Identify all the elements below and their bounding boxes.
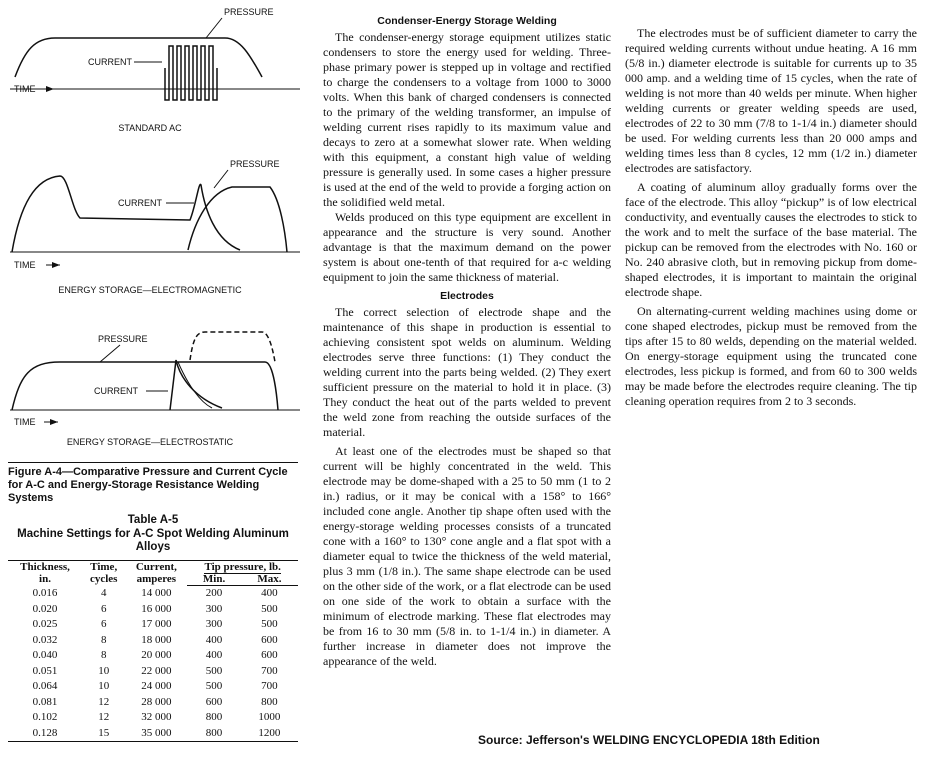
table-cell: 300: [205, 618, 223, 630]
table-cell: 20 000: [141, 649, 172, 661]
table-row: [8, 695, 298, 711]
table-cell: 400: [205, 633, 223, 646]
table-cell: 0.016: [32, 586, 58, 599]
es-time-label: TIME: [14, 417, 36, 427]
paragraph: A coating of aluminum alloy gradually forms over the face of the electrode. This alloy “pickup” is of low electrical conductivity, and eventually causes the electrodes to stick to the work and to melt the surface of the base material. The pickup can be removed from the electrodes with No. 160 or No. 240 abrasive cloth, but in removing pickup from dome-shaped electrodes, it is important to maintain the original electrode shape.: [625, 180, 917, 299]
table-cell: 28 000: [141, 695, 172, 708]
table-cell: 200: [205, 587, 223, 599]
ac-pressure-curve: [15, 38, 262, 77]
heading-electrodes: Electrodes: [440, 290, 494, 302]
em-current-label: CURRENT: [118, 198, 162, 208]
table-cell: 8: [100, 633, 107, 646]
ac-caption: STANDARD AC: [118, 123, 182, 133]
table-row: [8, 710, 298, 726]
table-row: [8, 679, 298, 695]
table-cell: 0.040: [32, 649, 58, 661]
table-cell: 6: [100, 618, 107, 630]
table-cell: 10: [98, 680, 110, 692]
header-max: Max.: [241, 573, 298, 586]
header-time: Time, cycles: [82, 561, 125, 586]
em-current-curve: [12, 176, 240, 252]
table-cell: 800: [187, 726, 240, 742]
table-row: [8, 617, 298, 633]
paragraph: Welds produced on this type equipment are excellent in appearance and the structure is very sound. Another advantage is that the maximum demand on the power system is about one-tenth of that required for a-c welding equipment to join the same thickness of material.: [323, 210, 611, 284]
table-cell: 600: [261, 633, 278, 646]
figure-a4: [0, 0, 310, 460]
header-thickness: Thickness, in.: [8, 561, 82, 586]
paragraph: The electrodes must be of sufficient diameter to carry the required welding currents without undue heating. A 16 mm (5/8 in.) diameter electrode is suitable for currents up to 35 000 amp. and a welding time of 15 cycles, when the rate of welding is not more than 40 welds per minute. When higher welding currents or greater welding speeds are used, electrodes of 22 to 30 mm (7/8 to 1-1/4 in.) diameter should be used. For welding currents less than 20 000 amps and welding times less than 8 cycles, 12 mm (1/2 in.) diameter electrodes are satisfactory.: [625, 26, 917, 175]
paragraph: The correct selection of electrode shape and the maintenance of this shape in production is essential to achieving consistent spot welds on aluminum. Welding electrodes serve three functions: (1) They conduct the welding current into the parts being welded. (2) They exert sufficient pressure on the material to hold it in place. (3) They conduct the heat out of the parts welded to prevent the weld zone from reaching the outside surfaces of the material.: [323, 305, 611, 439]
table-body: [8, 586, 298, 742]
table-cell: 500: [261, 602, 278, 615]
table-cell: 15: [82, 726, 125, 742]
paragraph: On alternating-current welding machines using dome or cone shaped electrodes, pickup must be removed from the tips after 15 to 80 welds, depending on the material welded. On energy-storage equipment using the truncated cone electrodes, less pickup is formed, and from 60 to 300 welds may be made before the electrodes require cleaning. The tip cleaning operation requires from 2 to 3 seconds.: [625, 304, 917, 408]
table-cell: 14 000: [141, 586, 172, 599]
table-cell: 18 000: [141, 633, 172, 646]
table-cell: 500: [205, 680, 223, 692]
table-cell: 8: [100, 649, 107, 661]
table-cell: 35 000: [125, 726, 187, 742]
ac-pressure-label: PRESSURE: [224, 7, 274, 17]
table-cell: 0.025: [32, 618, 58, 630]
em-time-label: TIME: [14, 260, 36, 270]
ac-time-label: TIME: [14, 84, 36, 94]
table-cell: 16 000: [141, 602, 172, 615]
table-cell: 400: [205, 649, 223, 661]
table-row: [8, 633, 298, 649]
es-pressure-dashed: [190, 332, 275, 362]
table-cell: 700: [261, 680, 278, 692]
table-cell: 4: [100, 586, 107, 599]
table-cell: 17 000: [141, 618, 172, 630]
table-cell: 0.064: [32, 680, 58, 692]
table-cell: 32 000: [141, 711, 172, 723]
table-row: [8, 664, 298, 680]
table-cell: 0.081: [32, 695, 58, 708]
table-cell: 600: [205, 695, 223, 708]
header-tip-pressure: Tip pressure, lb.: [187, 561, 298, 574]
source-credit: Source: Jefferson's WELDING ENCYCLOPEDIA 18th Edition: [478, 733, 820, 747]
table-row: [8, 602, 298, 618]
table-row: [8, 726, 298, 742]
table-cell: 12: [98, 695, 110, 708]
table-cell: 10: [98, 664, 110, 677]
text-column-middle: [323, 14, 611, 669]
header-min: Min.: [187, 573, 240, 586]
es-current-curve: [170, 360, 222, 410]
table-cell: 400: [261, 587, 278, 599]
ac-current-wave: [165, 46, 217, 100]
table-cell: 800: [261, 695, 278, 708]
table-cell: 0.102: [32, 711, 58, 723]
pressure-current-diagrams: [0, 0, 310, 460]
em-pressure-label: PRESSURE: [230, 159, 280, 169]
table-cell: 0.128: [8, 726, 82, 742]
table-cell: 24 000: [141, 680, 172, 692]
table-cell: 22 000: [141, 664, 172, 677]
table-cell: 600: [261, 649, 278, 661]
em-caption: ENERGY STORAGE—ELECTROMAGNETIC: [58, 285, 242, 295]
paragraph: At least one of the electrodes must be shaped so that current will be highly concentrated in the weld. This electrode may be dome-shaped with a 25 to 50 mm (1 to 2 in.) radius, or it may be conical with a 158° to 166° included cone angle. Another tip shape often used with the energy-storage welding processes consists of a truncated cone with a 160° to 130° cone angle and a flat spot with a diameter equal to twice the thickness of the weld material, plus 3 mm (1/8 in.). The same shape electrode can be used on the other side of the work, or a flat electrode can be used on one side of the work to obtain a surface with the minimum of electrode marking. These flat electrodes may be from 16 to 30 mm (5/8 in. to 1-1/4 in.) in diameter. A further increase in diameter does not improve the appearance of the weld.: [323, 444, 611, 668]
table-description: Machine Settings for A-C Spot Welding Aluminum Alloys: [17, 527, 289, 553]
es-caption: ENERGY STORAGE—ELECTROSTATIC: [66, 437, 234, 447]
table-cell: 0.051: [32, 664, 58, 677]
es-current-label: CURRENT: [94, 386, 138, 396]
table-row: [8, 648, 298, 664]
heading-condenser: Condenser-Energy Storage Welding: [377, 15, 557, 27]
table-cell: 6: [100, 602, 107, 615]
table-cell: 500: [205, 664, 223, 677]
header-current: Current, amperes: [125, 561, 187, 586]
table-cell: 12: [98, 711, 110, 723]
machine-settings-table: [8, 560, 298, 742]
table-cell: 0.020: [32, 602, 58, 615]
es-pressure-label: PRESSURE: [98, 334, 148, 344]
table-cell: 1000: [258, 711, 281, 723]
text-column-right: [625, 26, 917, 409]
paragraph: The condenser-energy storage equipment utilizes static condensers to store the energy used for welding. Three-phase primary power is stepped up in voltage and rectified to charge the condensers to a voltage from 1000 to 3000 volts. When this bank of charged condensers is connected to the primary of the welding transformer, an impulse of welding current rises rapidly to its maximum value and decays to zero at a somewhat slower rate. When welding with this equipment, a constant high value of welding pressure is generally used. In some cases a higher pressure is used at the end of the weld to provide a forging action on the solidified weld metal.: [323, 30, 611, 209]
table-cell: 1200: [241, 726, 298, 742]
es-pressure-curve: [12, 362, 278, 410]
ac-current-label: CURRENT: [88, 57, 132, 67]
table-cell: 700: [261, 664, 278, 677]
table-cell: 500: [261, 618, 278, 630]
table-title: [8, 514, 298, 555]
table-row: [8, 586, 298, 602]
table-cell: 0.032: [32, 633, 58, 646]
table-cell: 300: [205, 602, 223, 615]
table-cell: 800: [205, 711, 223, 723]
figure-caption: Figure A-4—Comparative Pressure and Current Cycle for A-C and Energy-Storage Resistance Welding Systems: [8, 462, 298, 505]
table-number: Table A-5: [127, 514, 179, 526]
